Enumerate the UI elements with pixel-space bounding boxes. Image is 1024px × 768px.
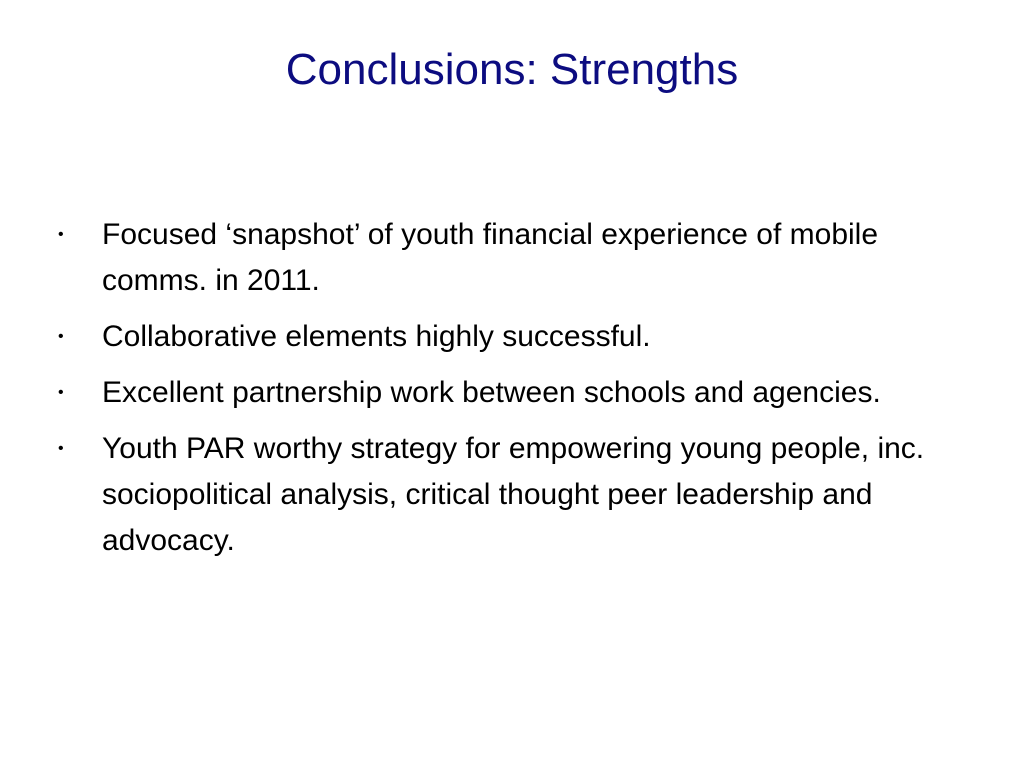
list-item bbox=[52, 370, 952, 416]
bullet-text: Collaborative elements highly successful. bbox=[102, 320, 651, 353]
list-item bbox=[52, 426, 952, 564]
bullet-icon: • bbox=[58, 440, 64, 457]
bullet-icon: • bbox=[58, 226, 64, 243]
slide-title: Conclusions: Strengths bbox=[285, 45, 739, 94]
bullet-icon: • bbox=[58, 384, 64, 401]
list-item bbox=[52, 212, 952, 304]
bullet-icon: • bbox=[58, 328, 64, 345]
list-item bbox=[52, 314, 952, 360]
bullet-text: Excellent partnership work between schools and agencies. bbox=[102, 376, 881, 409]
bullet-text: Youth PAR worthy strategy for empowering young people, inc. sociopolitical analysis, critical thought peer leadership and advocacy. bbox=[102, 432, 925, 557]
bullet-list bbox=[52, 212, 952, 574]
bullet-text: Focused ‘snapshot’ of youth financial experience of mobile comms. in 2011. bbox=[102, 218, 879, 297]
